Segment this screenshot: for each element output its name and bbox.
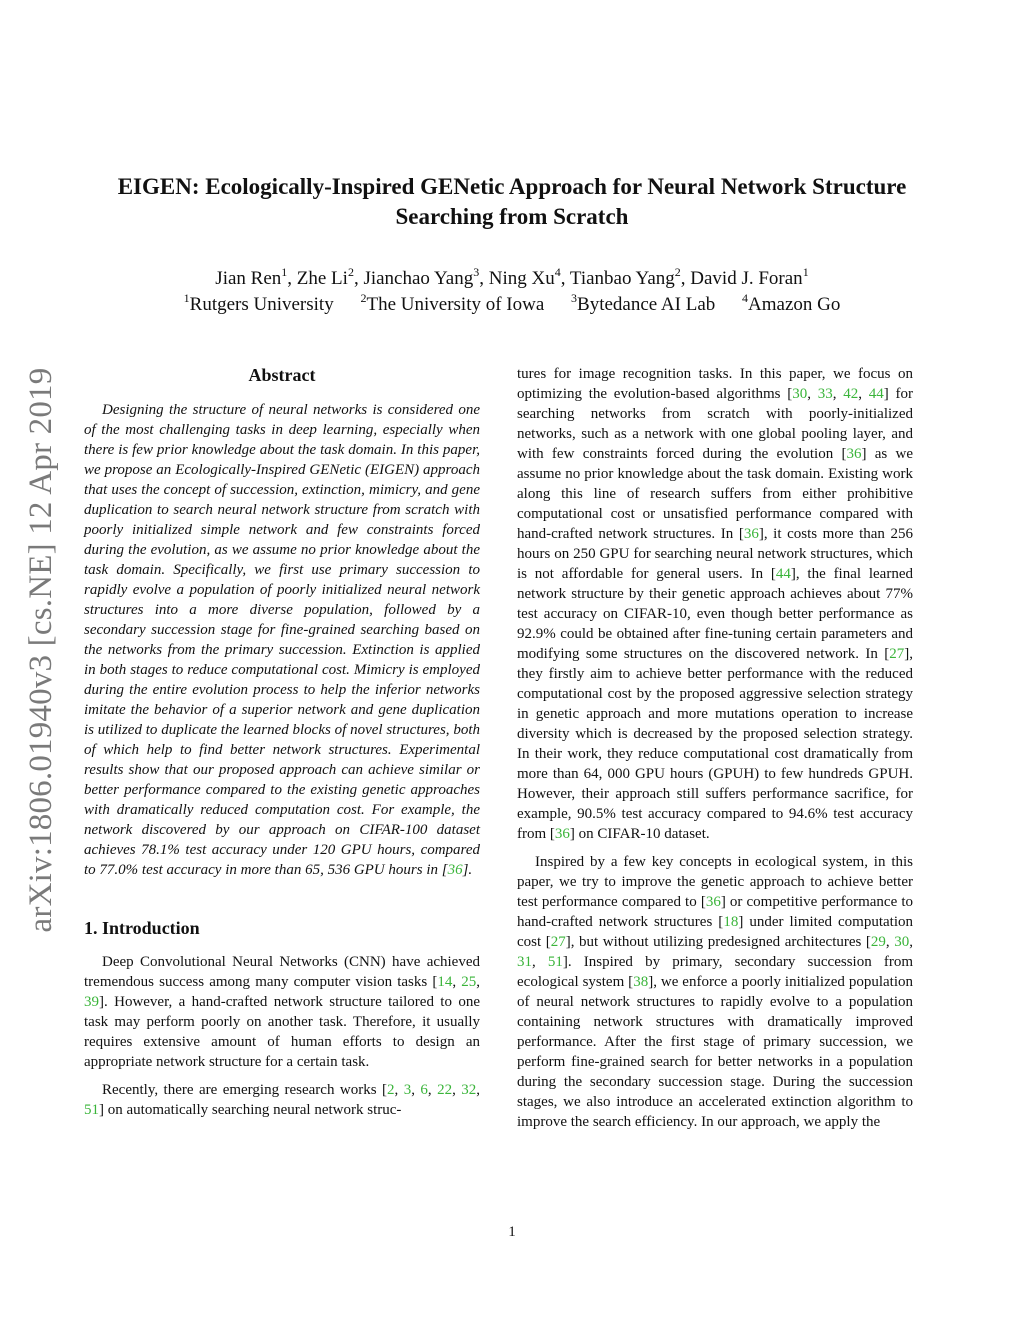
citation-link[interactable]: 3 <box>403 1082 412 1098</box>
intro-paragraph-3: Inspired by a few key concepts in ecological system, in this paper, we try to improve the genetic approach to achieve better test performance compared to [36] or competitive performance to hand-crafted network structures [18] under limited computation cost [27], but without utilizing predesigned architectures [29, 30, 31, 51]. Inspired by primary, secondary succession from ecological system [38], we enforce a poorly initialized population of neural network structures to rapidly evolve to a population containing network structures with dramatically improved performance. After the first stage of primary succession, we perform fine-grained search for better networks in a population during the secondary succession stage. During the succession stages, we also introduce an accelerated extinction algorithm to improve the search efficiency. In our approach, we apply the <box>517 854 914 1130</box>
citation-link[interactable]: 30 <box>792 386 808 402</box>
author: Jian Ren$^1$, <box>215 264 297 289</box>
author: Jianchao Yang$^3$, <box>363 264 489 289</box>
affiliation: $^2$The University of Iowa <box>360 290 545 315</box>
affiliation: $^1$Rutgers University <box>183 290 334 315</box>
arxiv-identifier-text: arXiv:1806.01940v3 [cs.NE] 12 Apr 2019 <box>23 367 59 933</box>
author: David J. Foran$^1$ <box>690 264 809 289</box>
affiliation-list <box>60 292 964 318</box>
arxiv-identifier-stamp <box>21 350 61 950</box>
affiliation: $^3$Bytedance AI Lab <box>571 290 716 315</box>
intro-paragraph-1: Deep Convolutional Neural Networks (CNN) have achieved tremendous success among many computer vision tasks [14, 25, 39]. However, a hand-crafted network structure tailored to one task may perform poorly on another task. Therefore, it usually requires extensive amount of human efforts to design an appropriate network structure for a certain task. <box>84 954 481 1070</box>
author: Zhe Li$^2$, <box>296 264 364 289</box>
citation-link[interactable]: 27 <box>889 646 905 662</box>
citation-link[interactable]: 51 <box>84 1102 99 1118</box>
citation-link[interactable]: 38 <box>633 974 649 990</box>
citation-link[interactable]: 14 <box>437 974 453 990</box>
citation-link[interactable]: 36 <box>447 862 463 878</box>
page-number: 1 <box>508 1224 516 1240</box>
left-column <box>84 360 480 1120</box>
citation-link[interactable]: 30 <box>894 934 910 950</box>
citation-link[interactable]: 6 <box>420 1082 428 1098</box>
citation-link[interactable]: 36 <box>846 446 862 462</box>
author: Ning Xu$^4$, <box>488 264 570 289</box>
affiliation: $^4$Amazon Go <box>742 290 841 315</box>
abstract-text: Designing the structure of neural networks is considered one of the most challenging tasks in deep learning, especially when there is few prior knowledge about the task domain. In this paper, we propose an Ecologically-Inspired GENetic (EIGEN) approach that uses the concept of succession, extinction, mimicry, and gene duplication to search neural network structure from scratch with poorly initialized simple network and few constraints forced during the evolution, as we assume no prior knowledge about the task domain. Specifically, we first use primary succession to rapidly evolve a population of poorly initialized neural network structures into a more diverse population, followed by a secondary succession stage for fine-grained searching based on the networks from the primary succession. Extinction is applied in both stages to reduce computational cost. Mimicry is employed during the entire evolution process to help the inferior networks imitate the behavior of a superior network and gene duplication is utilized to duplicate the learned blocks of novel structures, both of which help to find better network structures. Experimental results show that our proposed approach can achieve similar or better performance compared to the existing genetic approaches with dramatically reduced computation cost. For example, the network discovered by our approach on CIFAR-100 dataset achieves 78.1% test accuracy under 120 GPU hours, compared to 77.0% test accuracy in more than 65, 536 GPU hours in [36]. <box>84 402 480 878</box>
citation-link[interactable]: 36 <box>743 526 759 542</box>
citation-link[interactable]: 42 <box>843 386 859 402</box>
citation-link[interactable]: 27 <box>550 934 566 950</box>
citation-link[interactable]: 44 <box>868 386 884 402</box>
citation-link[interactable]: 31 <box>517 954 532 970</box>
citation-link[interactable]: 44 <box>775 566 791 582</box>
citation-link[interactable]: 2 <box>387 1082 395 1098</box>
paper-title-line-1: EIGEN: Ecologically-Inspired GENetic Approach for Neural Network Structure <box>117 174 907 199</box>
citation-link[interactable]: 36 <box>705 894 721 910</box>
citation-link[interactable]: 51 <box>547 954 563 970</box>
right-column <box>517 364 913 1132</box>
citation-link[interactable]: 22 <box>437 1082 453 1098</box>
citation-link[interactable]: 36 <box>554 826 570 842</box>
abstract-heading: Abstract <box>248 365 316 385</box>
citation-link[interactable]: 29 <box>870 934 886 950</box>
section-heading-introduction: 1. Introduction <box>84 918 200 938</box>
intro-paragraph-continued: tures for image recognition tasks. In this paper, we focus on optimizing the evolution-based algorithms [30, 33, 42, 44] for searching networks from scratch with poorly-initialized networks, such as a network with one global pooling layer, and with few constraints forced during the evolution [36] as we assume no prior knowledge about the task domain. Existing work along this line of research suffers from either prohibitive computational cost or unsatisfied performance compared with hand-crafted network structures. In [36], it costs more than 256 hours on 250 GPU for searching neural network structures, which is not affordable for general users. In [44], the final learned network structure by their genetic approach achieves about 77% test accuracy on CIFAR-10, even though better performance as 92.9% could be obtained after fine-tuning certain parameters and modifying some structures on the discovered network. In [27], they firstly aim to achieve better performance with the reduced computational cost by the proposed aggressive selection strategy in genetic approach and more mutations operation to increase diversity which is decreased by the proposed selection strategy. In their work, they reduce computational cost dramatically from more than 64, 000 GPU hours (GPUH) to few hundreds GPUH. However, their approach still suffers performance sacrifice, for example, 90.5% test accuracy compared to 94.6% test accuracy from [36] on CIFAR-10 dataset. <box>517 366 913 842</box>
paper-title <box>60 172 964 232</box>
author-list <box>60 266 964 292</box>
citation-link[interactable]: 39 <box>84 994 99 1010</box>
citation-link[interactable]: 25 <box>461 974 477 990</box>
citation-link[interactable]: 32 <box>461 1082 477 1098</box>
citation-link[interactable]: 18 <box>723 914 739 930</box>
citation-link[interactable]: 33 <box>817 386 833 402</box>
author: Tianbao Yang$^2$, <box>569 264 691 289</box>
intro-paragraph-2: Recently, there are emerging research works [2, 3, 6, 22, 32, 51] on automatically searching neural network struc- <box>84 1082 480 1118</box>
paper-title-line-2: Searching from Scratch <box>395 204 629 229</box>
